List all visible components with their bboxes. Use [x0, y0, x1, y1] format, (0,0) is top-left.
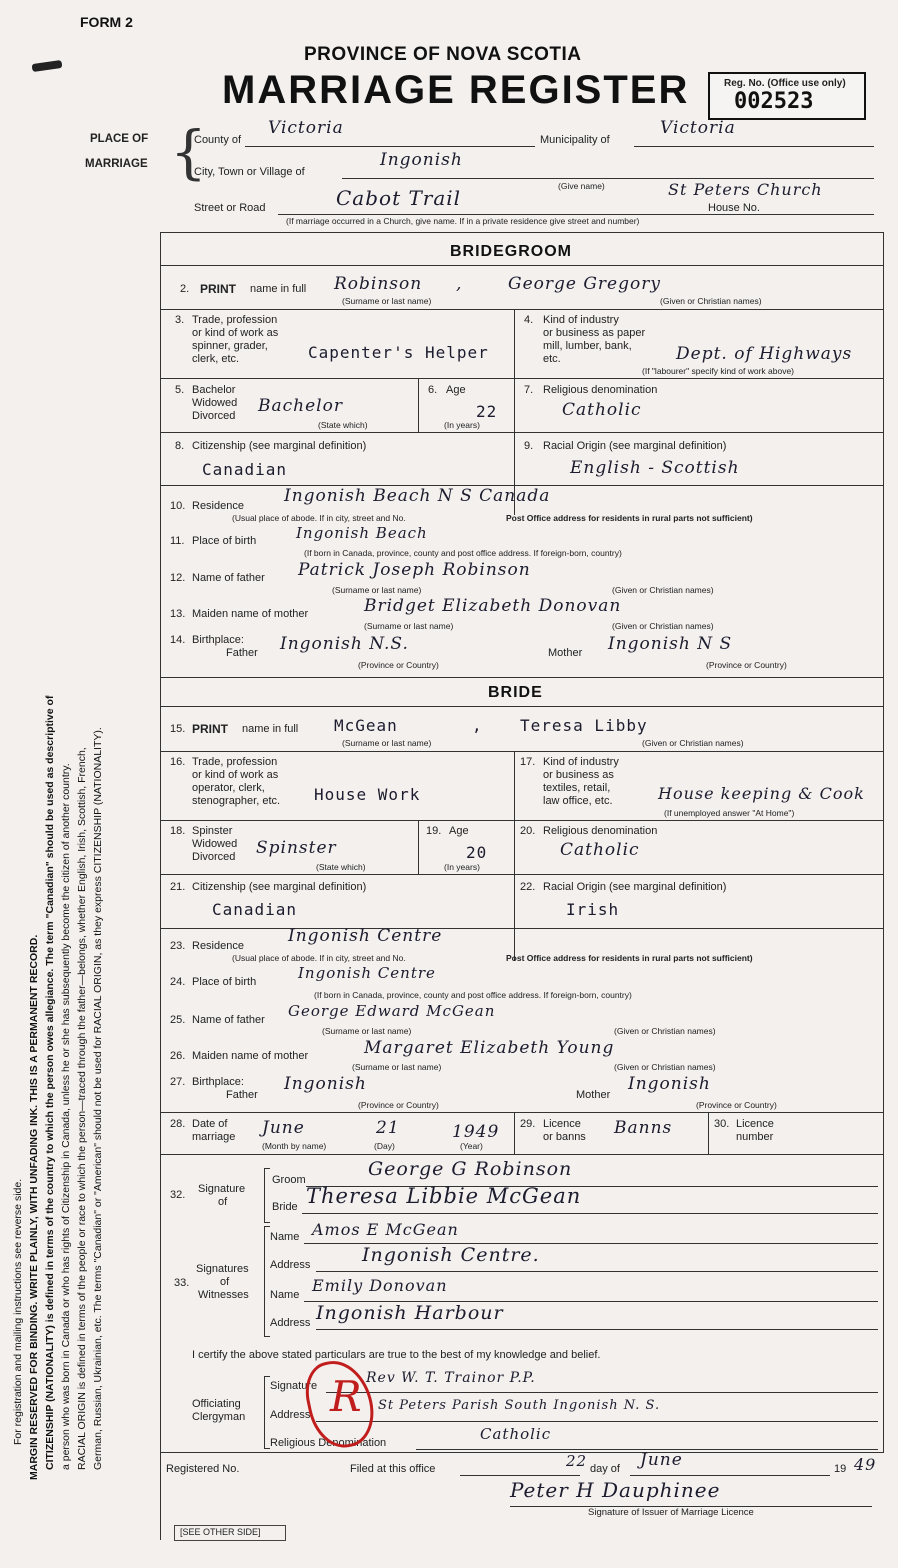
field-27-num: 27. [170, 1076, 186, 1088]
issuer-label: Signature of Issuer of Marriage Licence [588, 1507, 754, 1518]
issuer-signature: Peter H Dauphinee [510, 1478, 721, 1502]
field-24-num: 24. [170, 976, 186, 988]
field-25-num: 25. [170, 1014, 186, 1026]
place-note: (If marriage occurred in a Church, give name. If in a private residence give street and number) [286, 216, 640, 226]
city-label: City, Town or Village of [194, 166, 305, 178]
field-21-num: 21. [170, 881, 186, 893]
month-note: (Month by name) [262, 1141, 327, 1151]
groom-mother-given-note: (Given or Christian names) [612, 621, 714, 631]
bridegroom-heading: BRIDEGROOM [450, 243, 572, 260]
field-30-num: 30. [714, 1118, 730, 1130]
field-13-label: Maiden name of mother [192, 608, 309, 620]
bride-heading: BRIDE [488, 684, 543, 701]
field-33-num: 33. [174, 1277, 190, 1289]
groom-trade: Capenter's Helper [308, 343, 489, 362]
bride-age-note: (In years) [444, 862, 480, 872]
bride-sig-label: Bride [272, 1201, 298, 1213]
certify-statement: I certify the above stated particulars are true to the best of my knowledge and belief. [192, 1349, 601, 1361]
bride-mother-given-note: (Given or Christian names) [614, 1062, 716, 1072]
bride-mother-surname-note: (Surname or last name) [352, 1062, 442, 1072]
bride-residence: Ingonish Centre [288, 926, 443, 946]
field-9-num: 9. [524, 440, 534, 452]
field-28-num: 28. [170, 1118, 186, 1130]
bride-citizenship: Canadian [212, 900, 298, 919]
bride-religion: Catholic [560, 840, 640, 860]
field-33-label-3: Witnesses [198, 1289, 249, 1301]
filed-month: June [640, 1450, 683, 1470]
groom-status: Bachelor [258, 396, 343, 416]
groom-residence: Ingonish Beach N S Canada [284, 486, 551, 506]
field-23-label: Residence [192, 940, 244, 952]
field-17-label-1: Kind of industry [543, 756, 619, 768]
field-32-num: 32. [170, 1189, 186, 1201]
groom-surname: Robinson [334, 274, 423, 294]
city-value: Ingonish [380, 150, 463, 170]
groom-citizenship: Canadian [202, 460, 288, 479]
field-29-num: 29. [520, 1118, 536, 1130]
groom-racial-origin: English - Scottish [570, 458, 740, 478]
field-27-label-1: Birthplace: [192, 1076, 244, 1088]
bride-industry: House keeping & Cook [658, 784, 865, 803]
clergy-address: St Peters Parish South Ingonish N. S. [378, 1398, 661, 1413]
bride-given-note: (Given or Christian names) [642, 738, 744, 748]
groom-birthplace: Ingonish Beach [296, 524, 428, 542]
bride-signature: Theresa Libbie McGean [306, 1184, 582, 1208]
witness2-name-label: Name [270, 1289, 300, 1301]
form-number: FORM 2 [80, 14, 133, 30]
witness1-address: Ingonish Centre. [362, 1244, 540, 1266]
field-29-label-2: or banns [543, 1131, 586, 1143]
marriage-day: 21 [376, 1118, 400, 1138]
ink-mark [32, 60, 63, 72]
field-2-print: PRINT [200, 282, 236, 296]
groom-age-note: (In years) [444, 420, 480, 430]
clergy-signature-label: Signature [270, 1380, 318, 1392]
field-17-label-2: or business as [543, 769, 614, 781]
field-12-label: Name of father [192, 572, 265, 584]
witness1-name-label: Name [270, 1231, 300, 1243]
bride-trade: House Work [314, 785, 421, 804]
field-33-label-1: Signatures [196, 1263, 249, 1275]
province-heading: PROVINCE OF NOVA SCOTIA [304, 44, 582, 65]
filed-year-prefix: 19 [834, 1463, 847, 1475]
field-13-num: 13. [170, 608, 186, 620]
bride-status: Spinster [256, 838, 337, 858]
witness2-address: Ingonish Harbour [316, 1302, 504, 1324]
field-22-num: 22. [520, 881, 536, 893]
red-check-glyph: R [330, 1372, 362, 1421]
groom-mother: Bridget Elizabeth Donovan [364, 596, 622, 616]
year-note: (Year) [460, 1141, 483, 1151]
groom-industry: Dept. of Highways [676, 344, 853, 364]
margin-line-2: MARGIN RESERVED FOR BINDING. WRITE PLAINLY, WITH UNFADING INK. THIS IS A PERMANENT RECORD. [28, 934, 40, 1480]
groom-father-surname-note: (Surname or last name) [332, 585, 422, 595]
groom-father-given-note: (Given or Christian names) [612, 585, 714, 595]
registered-no-label: Registered No. [166, 1463, 240, 1475]
groom-religion: Catholic [562, 400, 642, 420]
clergy-signature: Rev W. T. Trainor P.P. [366, 1370, 536, 1386]
field-28-label-1: Date of [192, 1118, 228, 1130]
margin-line-1: For registration and mailing instructions see reverse side. [12, 1178, 24, 1445]
groom-father-province-note: (Province or Country) [358, 660, 439, 670]
bride-comma: , [472, 716, 483, 735]
filed-day: 22 [566, 1452, 588, 1470]
bride-father: George Edward McGean [288, 1002, 496, 1020]
field-8-num: 8. [175, 440, 185, 452]
document-title: MARRIAGE REGISTER [222, 68, 690, 112]
bride-status-note: (State which) [316, 862, 366, 872]
field-16-label-4: stenographer, etc. [192, 795, 281, 807]
bride-birthplace-note: (If born in Canada, province, county and post office address. If foreign-born, country) [314, 990, 632, 1000]
groom-mother-birthplace-label: Mother [548, 647, 583, 659]
groom-given-names: George Gregory [508, 274, 661, 294]
field-4-note: (If "labourer" specify kind of work above) [642, 366, 795, 376]
field-16-label-3: operator, clerk, [192, 782, 265, 794]
street-label: Street or Road [194, 202, 266, 214]
clergy-address-label: Address [270, 1409, 311, 1421]
groom-surname-note: (Surname or last name) [342, 296, 432, 306]
margin-line-5: RACIAL ORIGIN is defined in terms of the people or race to which the person—traced through the father—belongs, whether English, Irish, Scottish, French, [76, 747, 88, 1470]
bride-racial-origin: Irish [566, 900, 620, 919]
marriage-month: June [262, 1118, 305, 1138]
witness2-address-label: Address [270, 1317, 311, 1329]
field-4-num: 4. [524, 314, 534, 326]
municipality-label: Municipality of [540, 134, 610, 146]
bride-father-birthplace: Ingonish [284, 1074, 367, 1094]
groom-age: 22 [476, 402, 498, 421]
field-5-label-1: Bachelor [192, 384, 236, 396]
place-brace: { [170, 118, 207, 186]
field-12-num: 12. [170, 572, 186, 584]
field-27-label-2: Father [226, 1089, 258, 1101]
field-22-label: Racial Origin (see marginal definition) [543, 881, 727, 893]
witness1-address-label: Address [270, 1259, 311, 1271]
groom-residence-note-b: Post Office address for residents in rural parts not sufficient) [506, 513, 753, 523]
field-11-label: Place of birth [192, 535, 257, 547]
filed-label: Filed at this office [350, 1463, 436, 1475]
field-4-label-2: or business as paper [543, 327, 646, 339]
field-8-label: Citizenship (see marginal definition) [192, 440, 367, 452]
bride-age: 20 [466, 843, 488, 862]
field-26-label: Maiden name of mother [192, 1050, 309, 1062]
house-value: St Peters Church [668, 180, 823, 199]
bride-father-given-note: (Given or Christian names) [614, 1026, 716, 1036]
groom-mother-surname-note: (Surname or last name) [364, 621, 454, 631]
field-4-label-4: etc. [543, 353, 561, 365]
groom-mother-birthplace: Ingonish N S [608, 634, 733, 654]
street-value: Cabot Trail [336, 186, 462, 210]
field-4-label-3: mill, lumber, bank, [543, 340, 632, 352]
reg-number-label: Reg. No. (Office use only) [724, 78, 846, 89]
bride-mother-birthplace-label: Mother [576, 1089, 611, 1101]
bride-given-names: Teresa Libby [520, 716, 648, 735]
field-15-num: 15. [170, 723, 186, 735]
field-9-label: Racial Origin (see marginal definition) [543, 440, 727, 452]
bride-mother-birthplace: Ingonish [628, 1074, 711, 1094]
field-25-label: Name of father [192, 1014, 265, 1026]
field-17-label-4: law office, etc. [543, 795, 613, 807]
field-18-label-2: Widowed [192, 838, 238, 850]
county-value: Victoria [268, 118, 344, 138]
field-16-num: 16. [170, 756, 186, 768]
field-17-num: 17. [520, 756, 536, 768]
field-6-num: 6. [428, 384, 438, 396]
give-name-note: (Give name) [558, 181, 605, 191]
groom-status-note: (State which) [318, 420, 368, 430]
bride-residence-note-b: Post Office address for residents in rural parts not sufficient) [506, 953, 753, 963]
witness2-name: Emily Donovan [312, 1276, 448, 1295]
field-16-label-2: or kind of work as [192, 769, 279, 781]
groom-given-note: (Given or Christian names) [660, 296, 762, 306]
field-33-label-2: of [220, 1276, 230, 1288]
field-18-label-3: Divorced [192, 851, 236, 863]
bride-surname: McGean [334, 716, 398, 735]
field-18-label-1: Spinster [192, 825, 233, 837]
field-3-label-4: clerk, etc. [192, 353, 240, 365]
field-5-label-2: Widowed [192, 397, 238, 409]
field-7-label: Religious denomination [543, 384, 658, 396]
bride-father-surname-note: (Surname or last name) [322, 1026, 412, 1036]
groom-signature: George G Robinson [368, 1158, 573, 1180]
field-10-label: Residence [192, 500, 244, 512]
field-17-label-3: textiles, retail, [543, 782, 611, 794]
field-3-label-1: Trade, profession [192, 314, 278, 326]
field-32-label-1: Signature [198, 1183, 246, 1195]
field-15-label: name in full [242, 723, 299, 735]
field-24-label: Place of birth [192, 976, 257, 988]
field-20-label: Religious denomination [543, 825, 658, 837]
clergy-denomination-label: Religious Denomination [270, 1437, 387, 1449]
field-7-num: 7. [524, 384, 534, 396]
field-3-label-3: spinner, grader, [192, 340, 268, 352]
field-16-label-1: Trade, profession [192, 756, 278, 768]
place-of-label: PLACE OF [90, 133, 149, 145]
field-14-label-1: Birthplace: [192, 634, 244, 646]
groom-father: Patrick Joseph Robinson [298, 560, 531, 580]
field-26-num: 26. [170, 1050, 186, 1062]
groom-sig-label: Groom [272, 1174, 306, 1186]
field-11-num: 11. [170, 535, 185, 547]
field-3-num: 3. [175, 314, 185, 326]
field-23-num: 23. [170, 940, 186, 952]
field-19-num: 19. [426, 825, 442, 837]
day-note: (Day) [374, 1141, 395, 1151]
municipality-value: Victoria [660, 118, 736, 138]
field-29-label-1: Licence [543, 1118, 581, 1130]
margin-instructions [10, 80, 106, 1540]
groom-residence-note-a: (Usual place of abode. If in city, street and No. [232, 513, 406, 523]
field-30-label-2: number [736, 1131, 774, 1143]
field-15-print: PRINT [192, 722, 228, 736]
field-4-label-1: Kind of industry [543, 314, 619, 326]
reg-number-value: 002523 [734, 89, 814, 114]
house-label: House No. [708, 202, 760, 214]
bride-birthplace: Ingonish Centre [298, 964, 436, 982]
groom-comma: , [456, 274, 463, 294]
field-21-label: Citizenship (see marginal definition) [192, 881, 367, 893]
banns-value: Banns [614, 1118, 673, 1138]
field-32-label-2: of [218, 1196, 228, 1208]
filed-year: 49 [854, 1455, 877, 1474]
bride-mother: Margaret Elizabeth Young [364, 1038, 615, 1058]
bride-residence-note-a: (Usual place of abode. If in city, street and No. [232, 953, 406, 963]
margin-line-6: German, Russian, Ukrainian, etc. The terms "Canadian" or "American" should not be used for RACIAL ORIGIN, as they express CITIZENSHIP (NATIONALITY). [92, 727, 104, 1470]
field-28-label-2: marriage [192, 1131, 236, 1143]
witness1-name: Amos E McGean [312, 1220, 459, 1239]
bride-surname-note: (Surname or last name) [342, 738, 432, 748]
field-10-num: 10. [170, 500, 186, 512]
field-5-num: 5. [175, 384, 185, 396]
groom-birthplace-note: (If born in Canada, province, county and post office address. If foreign-born, country) [304, 548, 622, 558]
bride-father-province-note: (Province or Country) [358, 1100, 439, 1110]
field-20-num: 20. [520, 825, 536, 837]
day-of-label: day of [590, 1463, 620, 1475]
field-5-label-3: Divorced [192, 410, 236, 422]
field-18-num: 18. [170, 825, 186, 837]
field-17-note: (If unemployed answer "At Home") [664, 808, 795, 818]
margin-line-3: CITIZENSHIP (NATIONALITY) is defined in terms of the country to which the person owes allegiance. The term "Canadian" should be used as descriptive of [44, 695, 56, 1470]
field-3-label-2: or kind of work as [192, 327, 279, 339]
clergy-label-1: Officiating [192, 1398, 241, 1410]
clergy-denomination: Catholic [480, 1425, 552, 1443]
see-other-side: [SEE OTHER SIDE] [180, 1527, 261, 1537]
reg-number-box [708, 72, 866, 120]
field-30-label-1: Licence [736, 1118, 774, 1130]
margin-line-4: a person who was born in Canada or who has rights of Citizenship in Canada, unless he or she has subsequently become the citizen of another country. [60, 763, 72, 1470]
groom-mother-province-note: (Province or Country) [706, 660, 787, 670]
county-label: County of [194, 134, 242, 146]
groom-father-birthplace: Ingonish N.S. [280, 634, 409, 654]
field-14-num: 14. [170, 634, 186, 646]
field-2-label: name in full [250, 283, 307, 295]
field-6-label: Age [446, 384, 466, 396]
field-19-label: Age [449, 825, 469, 837]
bride-mother-province-note: (Province or Country) [696, 1100, 777, 1110]
field-14-label-2: Father [226, 647, 258, 659]
field-2-num: 2. [180, 283, 190, 295]
marriage-year: 1949 [452, 1122, 500, 1142]
clergy-label-2: Clergyman [192, 1411, 246, 1423]
marriage-label: MARRIAGE [85, 158, 148, 170]
